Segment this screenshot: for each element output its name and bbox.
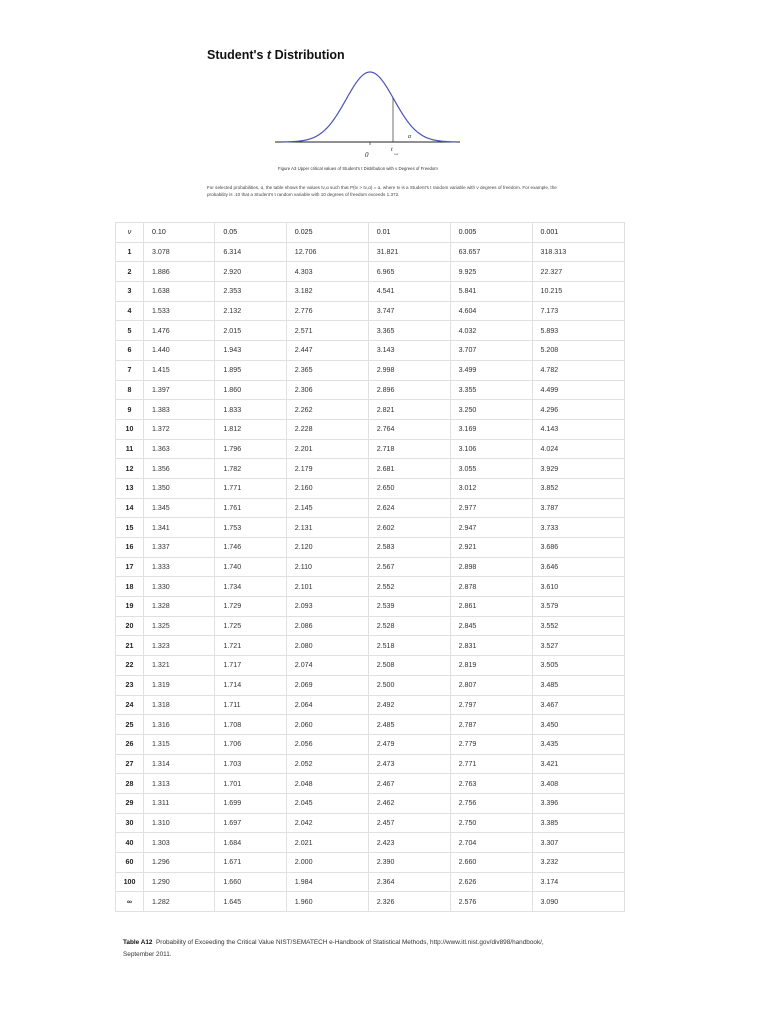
degrees-of-freedom-cell: 10 (116, 419, 144, 439)
table-row (116, 833, 625, 853)
footnote-label: Table A12 (123, 939, 153, 946)
critical-value-cell: 1.729 (215, 597, 286, 617)
table-row (116, 675, 625, 695)
degrees-of-freedom-cell: 28 (116, 774, 144, 794)
critical-value-cell: 1.476 (144, 321, 215, 341)
critical-value-cell: 1.316 (144, 715, 215, 735)
degrees-of-freedom-cell: 23 (116, 675, 144, 695)
degrees-of-freedom-cell: 29 (116, 793, 144, 813)
critical-value-cell: 22.327 (532, 262, 625, 282)
critical-value-cell: 1.671 (215, 853, 286, 873)
critical-value-cell: 3.355 (450, 380, 532, 400)
critical-value-cell: 2.764 (368, 419, 450, 439)
degrees-of-freedom-cell: 27 (116, 754, 144, 774)
critical-value-cell: 1.721 (215, 636, 286, 656)
critical-value-cell: 3.396 (532, 793, 625, 813)
critical-value-cell: 1.886 (144, 262, 215, 282)
table-row (116, 774, 625, 794)
table-row (116, 321, 625, 341)
critical-value-cell: 1.725 (215, 616, 286, 636)
critical-value-cell: 2.920 (215, 262, 286, 282)
critical-value-cell: 5.893 (532, 321, 625, 341)
critical-value-cell: 2.878 (450, 577, 532, 597)
critical-value-cell: 2.528 (368, 616, 450, 636)
critical-value-cell: 1.319 (144, 675, 215, 695)
critical-value-cell: 3.232 (532, 853, 625, 873)
critical-value-cell: 2.681 (368, 459, 450, 479)
table-row (116, 301, 625, 321)
degrees-of-freedom-cell: 1 (116, 242, 144, 262)
critical-value-cell: 6.965 (368, 262, 450, 282)
title-suffix: Distribution (271, 48, 345, 62)
critical-value-cell: 1.282 (144, 892, 215, 912)
critical-value-cell: 2.042 (286, 813, 368, 833)
critical-value-cell: 2.132 (215, 301, 286, 321)
critical-value-cell: 2.485 (368, 715, 450, 735)
critical-value-cell: 4.541 (368, 282, 450, 302)
critical-value-cell: 2.898 (450, 557, 532, 577)
table-row (116, 892, 625, 912)
title-t: t (266, 48, 272, 62)
degrees-of-freedom-cell: 22 (116, 656, 144, 676)
critical-value-cell: 2.423 (368, 833, 450, 853)
table-row (116, 419, 625, 439)
critical-value-cell: 7.173 (532, 301, 625, 321)
degrees-of-freedom-cell: 3 (116, 282, 144, 302)
critical-value-cell: 2.771 (450, 754, 532, 774)
critical-value-cell: 1.860 (215, 380, 286, 400)
footnote-text: Probability of Exceeding the Critical Value NIST/SEMATECH e-Handbook of Statistical Methods, http://www.itl.nist.gov/div898/handbook/, September 2011. (123, 939, 544, 958)
critical-value-cell: 2.567 (368, 557, 450, 577)
page-title (207, 48, 345, 62)
table-row (116, 813, 625, 833)
header-alpha-0-005: 0.005 (450, 223, 532, 243)
critical-value-cell: 1.734 (215, 577, 286, 597)
critical-value-cell: 12.706 (286, 242, 368, 262)
table-row (116, 577, 625, 597)
degrees-of-freedom-cell: 7 (116, 360, 144, 380)
critical-value-cell: 1.372 (144, 419, 215, 439)
critical-value-cell: 3.307 (532, 833, 625, 853)
critical-value-cell: 2.093 (286, 597, 368, 617)
degrees-of-freedom-cell: 24 (116, 695, 144, 715)
table-row (116, 341, 625, 361)
critical-value-cell: 4.024 (532, 439, 625, 459)
degrees-of-freedom-cell: 30 (116, 813, 144, 833)
critical-value-cell: 1.660 (215, 872, 286, 892)
critical-value-cell: 1.310 (144, 813, 215, 833)
table-row (116, 439, 625, 459)
critical-value-cell: 3.106 (450, 439, 532, 459)
critical-value-cell: 1.746 (215, 538, 286, 558)
table-row (116, 538, 625, 558)
critical-value-cell: 3.505 (532, 656, 625, 676)
critical-value-cell: 3.365 (368, 321, 450, 341)
critical-value-cell: 1.337 (144, 538, 215, 558)
critical-value-cell: 1.706 (215, 734, 286, 754)
degrees-of-freedom-cell: 14 (116, 498, 144, 518)
critical-value-cell: 2.807 (450, 675, 532, 695)
critical-value-cell: 2.518 (368, 636, 450, 656)
critical-value-cell: 3.435 (532, 734, 625, 754)
critical-value-cell: 3.707 (450, 341, 532, 361)
header-degrees-of-freedom: ν (116, 223, 144, 243)
degrees-of-freedom-cell: 21 (116, 636, 144, 656)
critical-value-cell: 4.499 (532, 380, 625, 400)
header-alpha-0-001: 0.001 (532, 223, 625, 243)
table-row (116, 616, 625, 636)
critical-value-cell: 1.796 (215, 439, 286, 459)
degrees-of-freedom-cell: 15 (116, 518, 144, 538)
table-row (116, 242, 625, 262)
critical-value-cell: 1.708 (215, 715, 286, 735)
table-row (116, 656, 625, 676)
critical-value-cell: 1.345 (144, 498, 215, 518)
critical-value-cell: 1.397 (144, 380, 215, 400)
critical-value-cell: 2.048 (286, 774, 368, 794)
critical-value-cell: 2.779 (450, 734, 532, 754)
critical-value-cell: 1.325 (144, 616, 215, 636)
critical-value-cell: 2.457 (368, 813, 450, 833)
critical-value-cell: 2.571 (286, 321, 368, 341)
critical-value-cell: 2.787 (450, 715, 532, 735)
critical-value-cell: 4.032 (450, 321, 532, 341)
critical-value-cell: 1.717 (215, 656, 286, 676)
critical-value-cell: 1.328 (144, 597, 215, 617)
critical-value-cell: 3.787 (532, 498, 625, 518)
critical-value-cell: 1.350 (144, 478, 215, 498)
critical-value-cell: 1.311 (144, 793, 215, 813)
table-row (116, 400, 625, 420)
critical-value-cell: 3.450 (532, 715, 625, 735)
critical-value-cell: 1.984 (286, 872, 368, 892)
header-alpha-0-05: 0.05 (215, 223, 286, 243)
critical-value-cell: 3.579 (532, 597, 625, 617)
degrees-of-freedom-cell: 20 (116, 616, 144, 636)
critical-value-cell: 1.740 (215, 557, 286, 577)
critical-value-cell: 4.782 (532, 360, 625, 380)
critical-value-cell: 1.711 (215, 695, 286, 715)
critical-value-cell: 2.131 (286, 518, 368, 538)
critical-value-cell: 2.365 (286, 360, 368, 380)
critical-value-cell: 1.323 (144, 636, 215, 656)
critical-value-cell: 1.363 (144, 439, 215, 459)
critical-value-cell: 3.143 (368, 341, 450, 361)
critical-value-cell: 2.624 (368, 498, 450, 518)
critical-value-cell: 4.303 (286, 262, 368, 282)
critical-value-cell: 2.479 (368, 734, 450, 754)
critical-value-cell: 2.262 (286, 400, 368, 420)
intro-paragraph: For selected probabilities, α, the table shows the values tν,α such that P(tν > tν,α) = α, where tν is a Student's t random variable with ν degrees of freedom. For example, the probability is .10 that a Student's t random variable with 10 degrees of freedom exceeds 1.372. (207, 185, 557, 197)
critical-value-cell: 2.326 (368, 892, 450, 912)
critical-value-cell: 6.314 (215, 242, 286, 262)
critical-value-cell: 1.533 (144, 301, 215, 321)
critical-value-cell: 2.467 (368, 774, 450, 794)
table-row (116, 597, 625, 617)
critical-value-cell: 2.462 (368, 793, 450, 813)
critical-value-cell: 2.390 (368, 853, 450, 873)
t-distribution-table (115, 222, 625, 912)
critical-value-cell: 4.296 (532, 400, 625, 420)
header-alpha-0-10: 0.10 (144, 223, 215, 243)
critical-value-cell: 4.604 (450, 301, 532, 321)
critical-value-cell: 2.145 (286, 498, 368, 518)
critical-value-cell: 2.120 (286, 538, 368, 558)
critical-value-cell: 1.313 (144, 774, 215, 794)
critical-value-cell: 1.315 (144, 734, 215, 754)
degrees-of-freedom-cell: 16 (116, 538, 144, 558)
critical-value-cell: 2.447 (286, 341, 368, 361)
critical-value-cell: 3.610 (532, 577, 625, 597)
critical-value-cell: 2.101 (286, 577, 368, 597)
critical-value-cell: 2.821 (368, 400, 450, 420)
header-alpha-0-025: 0.025 (286, 223, 368, 243)
critical-value-cell: 2.080 (286, 636, 368, 656)
table-row (116, 872, 625, 892)
degrees-of-freedom-cell: 6 (116, 341, 144, 361)
critical-value-cell: 1.833 (215, 400, 286, 420)
critical-value-cell: 1.440 (144, 341, 215, 361)
critical-value-cell: 3.078 (144, 242, 215, 262)
critical-value-cell: 2.977 (450, 498, 532, 518)
table-row (116, 715, 625, 735)
critical-value-cell: 2.000 (286, 853, 368, 873)
t-subscript-label: ν,α (394, 152, 399, 156)
table-row (116, 793, 625, 813)
critical-value-cell: 2.896 (368, 380, 450, 400)
critical-value-cell: 1.645 (215, 892, 286, 912)
critical-value-cell: 2.364 (368, 872, 450, 892)
critical-value-cell: 3.421 (532, 754, 625, 774)
degrees-of-freedom-cell: 25 (116, 715, 144, 735)
critical-value-cell: 3.250 (450, 400, 532, 420)
critical-value-cell: 2.473 (368, 754, 450, 774)
t-distribution-curve (275, 66, 475, 162)
table-row (116, 380, 625, 400)
critical-value-cell: 1.761 (215, 498, 286, 518)
critical-value-cell: 2.626 (450, 872, 532, 892)
table-row (116, 282, 625, 302)
t-label: t (391, 147, 393, 153)
critical-value-cell: 3.552 (532, 616, 625, 636)
critical-value-cell: 2.052 (286, 754, 368, 774)
critical-value-cell: 3.527 (532, 636, 625, 656)
critical-value-cell: 3.852 (532, 478, 625, 498)
critical-value-cell: 4.143 (532, 419, 625, 439)
table-header-row (116, 223, 625, 243)
table-row (116, 518, 625, 538)
critical-value-cell: 1.703 (215, 754, 286, 774)
critical-value-cell: 10.215 (532, 282, 625, 302)
critical-value-cell: 3.733 (532, 518, 625, 538)
critical-value-cell: 63.657 (450, 242, 532, 262)
critical-value-cell: 3.385 (532, 813, 625, 833)
critical-value-cell: 1.290 (144, 872, 215, 892)
critical-value-cell: 1.314 (144, 754, 215, 774)
critical-value-cell: 3.929 (532, 459, 625, 479)
header-alpha-0-01: 0.01 (368, 223, 450, 243)
critical-value-cell: 1.701 (215, 774, 286, 794)
critical-value-cell: 2.861 (450, 597, 532, 617)
critical-value-cell: 2.819 (450, 656, 532, 676)
critical-value-cell: 1.330 (144, 577, 215, 597)
critical-value-cell: 1.333 (144, 557, 215, 577)
critical-value-cell: 2.831 (450, 636, 532, 656)
critical-value-cell: 1.356 (144, 459, 215, 479)
degrees-of-freedom-cell: 13 (116, 478, 144, 498)
table-row (116, 853, 625, 873)
degrees-of-freedom-cell: 17 (116, 557, 144, 577)
critical-value-cell: 9.925 (450, 262, 532, 282)
critical-value-cell: 1.303 (144, 833, 215, 853)
title-prefix: Student's (207, 48, 267, 62)
table-row (116, 636, 625, 656)
critical-value-cell: 318.313 (532, 242, 625, 262)
critical-value-cell: 2.306 (286, 380, 368, 400)
critical-value-cell: 2.921 (450, 538, 532, 558)
critical-value-cell: 2.718 (368, 439, 450, 459)
table-footnote (123, 937, 563, 961)
table-row (116, 695, 625, 715)
degrees-of-freedom-cell: 100 (116, 872, 144, 892)
critical-value-cell: 5.208 (532, 341, 625, 361)
critical-value-cell: 1.771 (215, 478, 286, 498)
critical-value-cell: 2.756 (450, 793, 532, 813)
critical-value-cell: 2.492 (368, 695, 450, 715)
critical-value-cell: 2.776 (286, 301, 368, 321)
critical-value-cell: 2.021 (286, 833, 368, 853)
critical-value-cell: 3.182 (286, 282, 368, 302)
critical-value-cell: 3.174 (532, 872, 625, 892)
degrees-of-freedom-cell: 19 (116, 597, 144, 617)
critical-value-cell: 2.086 (286, 616, 368, 636)
critical-value-cell: 2.660 (450, 853, 532, 873)
critical-value-cell: 2.576 (450, 892, 532, 912)
critical-value-cell: 2.763 (450, 774, 532, 794)
critical-value-cell: 3.485 (532, 675, 625, 695)
critical-value-cell: 2.998 (368, 360, 450, 380)
degrees-of-freedom-cell: 18 (116, 577, 144, 597)
degrees-of-freedom-cell: 40 (116, 833, 144, 853)
degrees-of-freedom-cell: 8 (116, 380, 144, 400)
critical-value-cell: 1.943 (215, 341, 286, 361)
critical-value-cell: 1.782 (215, 459, 286, 479)
table-row (116, 557, 625, 577)
critical-value-cell: 2.508 (368, 656, 450, 676)
degrees-of-freedom-cell: 11 (116, 439, 144, 459)
critical-value-cell: 1.638 (144, 282, 215, 302)
critical-value-cell: 1.960 (286, 892, 368, 912)
table-row (116, 498, 625, 518)
critical-value-cell: 2.602 (368, 518, 450, 538)
critical-value-cell: 1.341 (144, 518, 215, 538)
critical-value-cell: 1.697 (215, 813, 286, 833)
critical-value-cell: 2.353 (215, 282, 286, 302)
critical-value-cell: 3.747 (368, 301, 450, 321)
degrees-of-freedom-cell: 12 (116, 459, 144, 479)
degrees-of-freedom-cell: 5 (116, 321, 144, 341)
critical-value-cell: 2.074 (286, 656, 368, 676)
critical-value-cell: 3.408 (532, 774, 625, 794)
figure-caption: Figure A3 Upper critical values of Student's t Distribution with ν Degrees of Freedom (278, 166, 438, 171)
table-row (116, 754, 625, 774)
table-row (116, 360, 625, 380)
critical-value-cell: 1.714 (215, 675, 286, 695)
critical-value-cell: 3.012 (450, 478, 532, 498)
degrees-of-freedom-cell: ∞ (116, 892, 144, 912)
critical-value-cell: 31.821 (368, 242, 450, 262)
critical-value-cell: 1.296 (144, 853, 215, 873)
critical-value-cell: 2.947 (450, 518, 532, 538)
critical-value-cell: 2.583 (368, 538, 450, 558)
critical-value-cell: 1.753 (215, 518, 286, 538)
degrees-of-freedom-cell: 4 (116, 301, 144, 321)
critical-value-cell: 2.539 (368, 597, 450, 617)
critical-value-cell: 3.169 (450, 419, 532, 439)
degrees-of-freedom-cell: 26 (116, 734, 144, 754)
critical-value-cell: 2.069 (286, 675, 368, 695)
critical-value-cell: 1.684 (215, 833, 286, 853)
critical-value-cell: 3.467 (532, 695, 625, 715)
critical-value-cell: 2.060 (286, 715, 368, 735)
critical-value-cell: 2.797 (450, 695, 532, 715)
critical-value-cell: 2.500 (368, 675, 450, 695)
critical-value-cell: 5.841 (450, 282, 532, 302)
critical-value-cell: 1.415 (144, 360, 215, 380)
critical-value-cell: 1.895 (215, 360, 286, 380)
critical-value-cell: 2.064 (286, 695, 368, 715)
critical-value-cell: 3.686 (532, 538, 625, 558)
critical-value-cell: 1.812 (215, 419, 286, 439)
critical-value-cell: 2.228 (286, 419, 368, 439)
degrees-of-freedom-cell: 9 (116, 400, 144, 420)
critical-value-cell: 2.045 (286, 793, 368, 813)
critical-value-cell: 1.699 (215, 793, 286, 813)
alpha-label: α (408, 134, 412, 140)
table-row (116, 459, 625, 479)
critical-value-cell: 2.552 (368, 577, 450, 597)
critical-value-cell: 2.110 (286, 557, 368, 577)
critical-value-cell: 1.318 (144, 695, 215, 715)
critical-value-cell: 1.383 (144, 400, 215, 420)
degrees-of-freedom-cell: 2 (116, 262, 144, 282)
critical-value-cell: 3.055 (450, 459, 532, 479)
critical-value-cell: 2.650 (368, 478, 450, 498)
critical-value-cell: 2.015 (215, 321, 286, 341)
zero-label: 0 (365, 151, 369, 159)
table-row (116, 734, 625, 754)
critical-value-cell: 2.056 (286, 734, 368, 754)
critical-value-cell: 3.646 (532, 557, 625, 577)
critical-value-cell: 2.845 (450, 616, 532, 636)
critical-value-cell: 2.179 (286, 459, 368, 479)
table-row (116, 262, 625, 282)
table-row (116, 478, 625, 498)
critical-value-cell: 3.499 (450, 360, 532, 380)
critical-value-cell: 3.090 (532, 892, 625, 912)
critical-value-cell: 2.704 (450, 833, 532, 853)
density-curve (283, 72, 457, 142)
critical-value-cell: 2.160 (286, 478, 368, 498)
critical-value-cell: 2.201 (286, 439, 368, 459)
degrees-of-freedom-cell: 60 (116, 853, 144, 873)
critical-value-cell: 2.750 (450, 813, 532, 833)
critical-value-cell: 1.321 (144, 656, 215, 676)
